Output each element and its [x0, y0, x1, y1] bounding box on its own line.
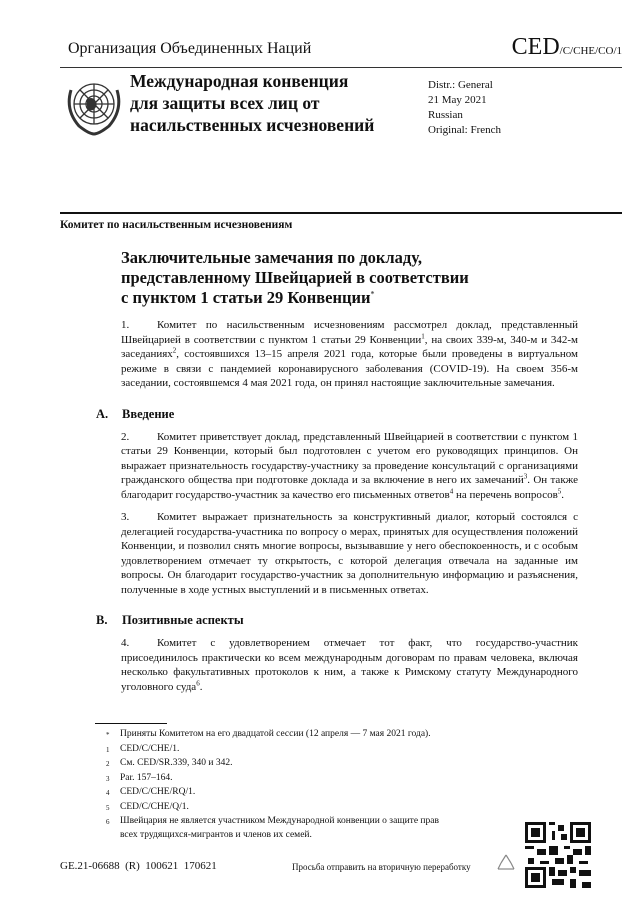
paragraph-1 — [121, 318, 578, 391]
footnote-ref[interactable]: 4 — [449, 486, 454, 495]
distr-line: Distr.: General — [428, 79, 493, 91]
thick-rule — [60, 212, 622, 214]
title-line: Международная конвенция — [130, 71, 349, 91]
text: на перечень вопросов — [453, 488, 558, 501]
text: Комитет по насильственным исчезновениям рассмотрел доклад, представленный Швейцарией в соответствии с пунктом 1 статьи 29 Конвенции — [121, 319, 578, 346]
footnote-ref[interactable]: 5 — [557, 486, 562, 495]
footnote — [106, 757, 506, 772]
footnote-mark: 4 — [106, 789, 110, 797]
symbol-main: CED — [511, 34, 560, 60]
text: . — [199, 680, 203, 693]
date-line: 21 May 2021 — [428, 94, 487, 106]
text: Комитет с удовлетворением отмечает тот факт, что государство-участник присоединилось практически ко всем международным договорам по правам человека, включая несколько факультативных протоколов к ним, а также к Римскому статуту Международного уголовного суда — [121, 637, 578, 693]
footnote-separator — [95, 723, 167, 724]
section-letter: B. — [96, 613, 108, 627]
heading-line: представленному Швейцарией в соответствии — [121, 268, 469, 287]
footnote-mark: 3 — [106, 774, 110, 783]
header-rule — [60, 67, 622, 68]
section-b-heading — [96, 613, 590, 628]
footnote-text: Par. 157–164. — [120, 772, 173, 783]
footnote-text: Швейцария не является участником Международной конвенции о защите прав всех трудящихся-мигрантов и членов их семей. — [120, 816, 439, 840]
footnotes-area — [60, 723, 590, 842]
text: . — [561, 488, 565, 501]
section-a-heading — [96, 407, 590, 422]
symbol-rest: /C/CHE/CO/1 — [559, 45, 622, 57]
paragraph-number: 1. — [121, 319, 130, 331]
organization-name: Организация Объединенных Наций — [68, 40, 312, 57]
footnote-ref[interactable]: 1 — [421, 331, 425, 340]
footnote-ref[interactable]: 2 — [172, 346, 177, 355]
footnote-text: CED/C/CHE/1. — [120, 743, 180, 754]
footnote-text: Приняты Комитетом на его двадцатой сессии (12 апреля — 7 мая 2021 года). — [120, 729, 431, 739]
footnote-mark: 1 — [106, 745, 110, 754]
footnote-mark: 5 — [106, 803, 110, 812]
paragraph-2 — [121, 430, 578, 503]
footnote-mark: * — [106, 731, 110, 739]
text: Комитет выражает признательность за конструктивный диалог, который состоялся с делегацией государства-участника по вопросу о мерах, принятых для осуществления положений Конвенции, и позволил снять многие вопросы, вызывавшие у него обеспокоенность, и с особым удовлетворением отмечает ту открытость, с которой делегация отвечала на заданные им вопросы. Он благодарит государство-участник за дополнительную информацию и разъяснения, полученные в ходе устных выступлений и в письменных ответах. — [121, 511, 578, 596]
paragraph-number: 3. — [121, 511, 130, 523]
paragraph-number: 2. — [121, 430, 130, 443]
document-body — [60, 248, 590, 842]
footnote — [106, 772, 506, 787]
footnote — [106, 786, 506, 801]
text: . Он также благодарит государство-участник за качество его письменных ответов — [121, 474, 578, 501]
footnote-ref[interactable]: 3 — [523, 472, 528, 481]
language-line: Russian — [428, 109, 463, 121]
text: , состоявшихся 13–15 апреля 2021 года, которые были проведены в виртуальном режиме в связи с пандемией коронавирусного заболевания (COVID-19). На своем 356-м заседании, состоявшемся 4 мая 2021 года, он принял настоящие заключительные замечания. — [121, 348, 578, 389]
text: , на своих 339-м, 340-м и 342-м заседаниях — [121, 333, 579, 360]
distribution-info — [428, 78, 501, 138]
paragraph-4 — [121, 636, 578, 694]
footnote-mark: 2 — [106, 760, 110, 768]
footnote-text: CED/C/CHE/RQ/1. — [120, 787, 196, 797]
heading-line: с пунктом 1 статьи 29 Конвенции — [121, 288, 371, 307]
section-title: Введение — [122, 406, 175, 421]
document-symbol — [512, 34, 622, 61]
paragraph-3 — [121, 510, 578, 597]
footnote — [106, 743, 506, 758]
qr-code-icon[interactable] — [525, 822, 591, 888]
committee-name: Комитет по насильственным исчезновениям — [60, 219, 293, 231]
footnote-ref[interactable]: 6 — [196, 678, 200, 687]
footnote-ref[interactable]: * — [370, 289, 375, 299]
text: Комитет приветствует доклад, представленный Швейцарией в соответствии с пунктом 1 статьи 29 Конвенции, который был подготовлен с учетом его руководящих принципов. Он выражает признательность государству-участнику за проведение консультаций с организациями гражданского общества при подготовке доклада и за включение в него их замечаний — [121, 430, 578, 486]
section-title: Позитивные аспекты — [122, 613, 244, 627]
footnote-text: См. CED/SR.339, 340 и 342. — [120, 758, 233, 768]
footnote — [106, 815, 446, 842]
heading-line: Заключительные замечания по докладу, — [121, 248, 422, 267]
footnote-text: CED/C/CHE/Q/1. — [120, 801, 189, 812]
recycle-icon — [494, 852, 518, 876]
original-language-line: Original: French — [428, 124, 502, 136]
recycle-notice: Просьба отправить на вторичную переработку — [292, 862, 471, 872]
convention-title — [130, 70, 415, 136]
document-job-number: GE.21-06688 (R) 100621 170621 — [60, 860, 217, 872]
footnote — [106, 801, 506, 816]
un-emblem-icon — [63, 76, 125, 138]
section-letter: A. — [96, 406, 109, 421]
paragraph-number: 4. — [121, 637, 130, 649]
title-line: для защиты всех лиц от — [130, 93, 320, 113]
title-line: насильственных исчезновений — [130, 115, 375, 135]
footnotes — [95, 728, 506, 842]
footnote — [106, 728, 506, 743]
document-heading — [121, 248, 590, 308]
footnote-mark: 6 — [106, 818, 110, 826]
